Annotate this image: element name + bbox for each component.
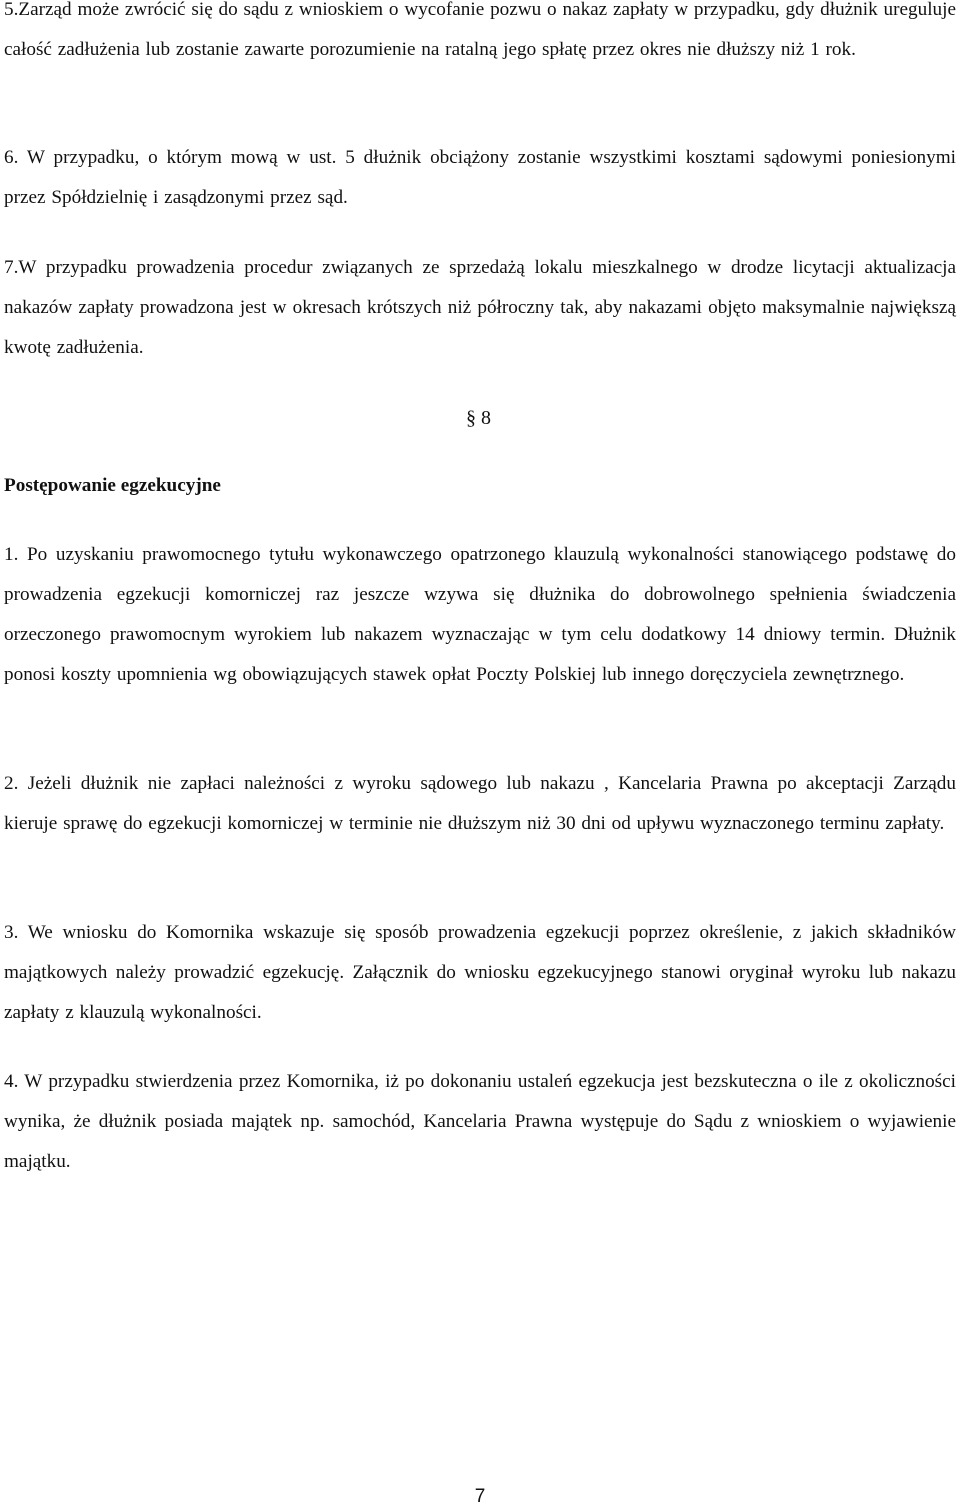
- paragraph-6: 6. W przypadku, o którym mową w ust. 5 dłużnik obciążony zostanie wszystkimi kosztami sądowymi poniesionymi przez Spółdzielnię i zasądzonymi przez sąd.: [4, 147, 956, 208]
- section-paragraph-4: 4. W przypadku stwierdzenia przez Komornika, iż po dokonaniu ustaleń egzekucja jest bezskuteczna o ile z okoliczności wynika, że dłużnik posiada majątek np. samochód, Kancelaria Prawna występuje do Sądu z wnioskiem o wyjawienie majątku.: [4, 1071, 956, 1172]
- paragraph-5: 5.Zarząd może zwrócić się do sądu z wnioskiem o wycofanie pozwu o nakaz zapłaty w przypadku, gdy dłużnik ureguluje całość zadłużenia lub zostanie zawarte porozumienie na ratalną jego spłatę przez okres nie dłuższy niż 1 rok.: [4, 0, 956, 60]
- section-paragraph-2: 2. Jeżeli dłużnik nie zapłaci należności z wyroku sądowego lub nakazu , Kancelaria Prawna po akceptacji Zarządu kieruje sprawę do egzekucji komorniczej w terminie nie dłuższym niż 30 dni od upływu wyznaczonego terminu zapłaty.: [4, 773, 956, 834]
- page-number: 7: [474, 1486, 486, 1507]
- section-paragraph-3: 3. We wniosku do Komornika wskazuje się sposób prowadzenia egzekucji poprzez określenie, z jakich składników majątkowych należy prowadzić egzekucję. Załącznik do wniosku egzekucyjnego stanowi oryginał wyroku lub nakazu zapłaty z klauzulą wykonalności.: [4, 922, 956, 1023]
- section-title: Postępowanie egzekucyjne: [4, 475, 221, 496]
- section-mark: § 8: [466, 407, 491, 429]
- paragraph-7: 7.W przypadku prowadzenia procedur związanych ze sprzedażą lokalu mieszkalnego w drodze licytacji aktualizacja nakazów zapłaty prowadzona jest w okresach krótszych niż półroczny tak, aby nakazami objęto maksymalnie największą kwotę zadłużenia.: [4, 257, 956, 358]
- section-paragraph-1: 1. Po uzyskaniu prawomocnego tytułu wykonawczego opatrzonego klauzulą wykonalności stanowiącego podstawę do prowadzenia egzekucji komorniczej raz jeszcze wzywa się dłużnika do dobrowolnego spełnienia świadczenia orzeczonego prawomocnym wyrokiem lub nakazem wyznaczając w tym celu dodatkowy 14 dniowy termin. Dłużnik ponosi koszty upomnienia wg obowiązujących stawek opłat Poczty Polskiej lub innego doręczyciela zewnętrznego.: [4, 544, 956, 685]
